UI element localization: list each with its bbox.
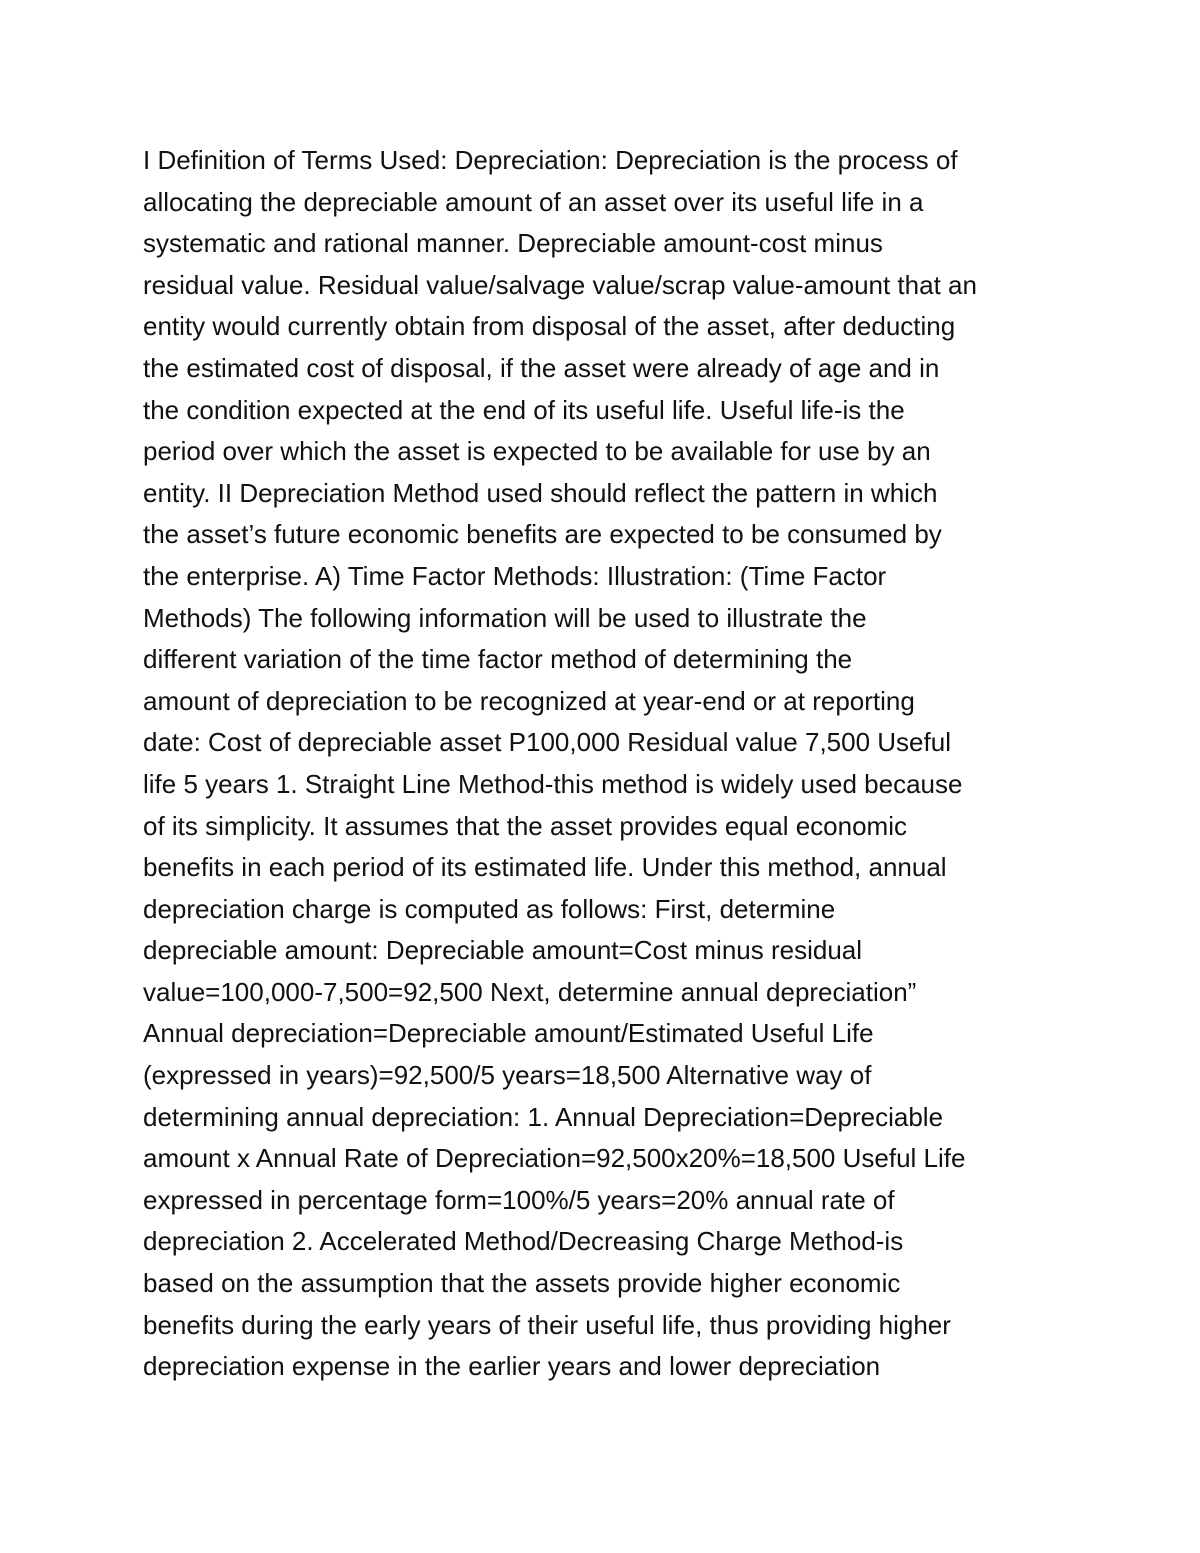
text-line: of its simplicity. It assumes that the asset provides equal economic <box>143 810 907 841</box>
text-line: determining annual depreciation: 1. Annual Depreciation=Depreciable <box>143 1101 944 1132</box>
text-line: the asset’s future economic benefits are expected to be consumed by <box>143 519 942 550</box>
text-line: benefits during the early years of their useful life, thus providing higher <box>143 1309 951 1340</box>
text-line: different variation of the time factor method of determining the <box>143 644 853 675</box>
text-line: allocating the depreciable amount of an asset over its useful life in a <box>143 186 924 217</box>
text-line: depreciation charge is computed as follows: First, determine <box>143 893 836 924</box>
text-line: period over which the asset is expected to be available for use by an <box>143 436 931 467</box>
text-line: life 5 years 1. Straight Line Method-this method is widely used because <box>143 768 963 799</box>
text-line: the enterprise. A) Time Factor Methods: Illustration: (Time Factor <box>143 560 887 591</box>
text-line: depreciation expense in the earlier years and lower depreciation <box>143 1351 881 1382</box>
text-line: Annual depreciation=Depreciable amount/Estimated Useful Life <box>143 1018 874 1049</box>
text-line: (expressed in years)=92,500/5 years=18,500 Alternative way of <box>143 1060 872 1091</box>
text-line: date: Cost of depreciable asset P100,000 Residual value 7,500 Useful <box>143 727 951 758</box>
text-line: benefits in each period of its estimated life. Under this method, annual <box>143 852 947 883</box>
text-line: entity. II Depreciation Method used should reflect the pattern in which <box>143 477 938 508</box>
text-line: Methods) The following information will be used to illustrate the <box>143 602 867 633</box>
text-line: depreciable amount: Depreciable amount=Cost minus residual <box>143 935 863 966</box>
text-line: the condition expected at the end of its useful life. Useful life-is the <box>143 394 905 425</box>
text-line: I Definition of Terms Used: Depreciation: Depreciation is the process of <box>143 145 958 175</box>
text-line: the estimated cost of disposal, if the asset were already of age and in <box>143 352 940 383</box>
body-text <box>143 140 1083 1388</box>
text-line: based on the assumption that the assets provide higher economic <box>143 1268 901 1299</box>
text-line: residual value. Residual value/salvage value/scrap value-amount that an <box>143 269 977 300</box>
text-line: amount of depreciation to be recognized at year-end or at reporting <box>143 685 915 716</box>
text-line: systematic and rational manner. Depreciable amount-cost minus <box>143 228 883 259</box>
text-line: amount x Annual Rate of Depreciation=92,500x20%=18,500 Useful Life <box>143 1143 966 1174</box>
text-line: depreciation 2. Accelerated Method/Decreasing Charge Method-is <box>143 1226 904 1257</box>
text-line: value=100,000-7,500=92,500 Next, determine annual depreciation” <box>143 976 917 1007</box>
text-line: entity would currently obtain from disposal of the asset, after deducting <box>143 311 956 342</box>
text-line: expressed in percentage form=100%/5 years=20% annual rate of <box>143 1184 895 1215</box>
